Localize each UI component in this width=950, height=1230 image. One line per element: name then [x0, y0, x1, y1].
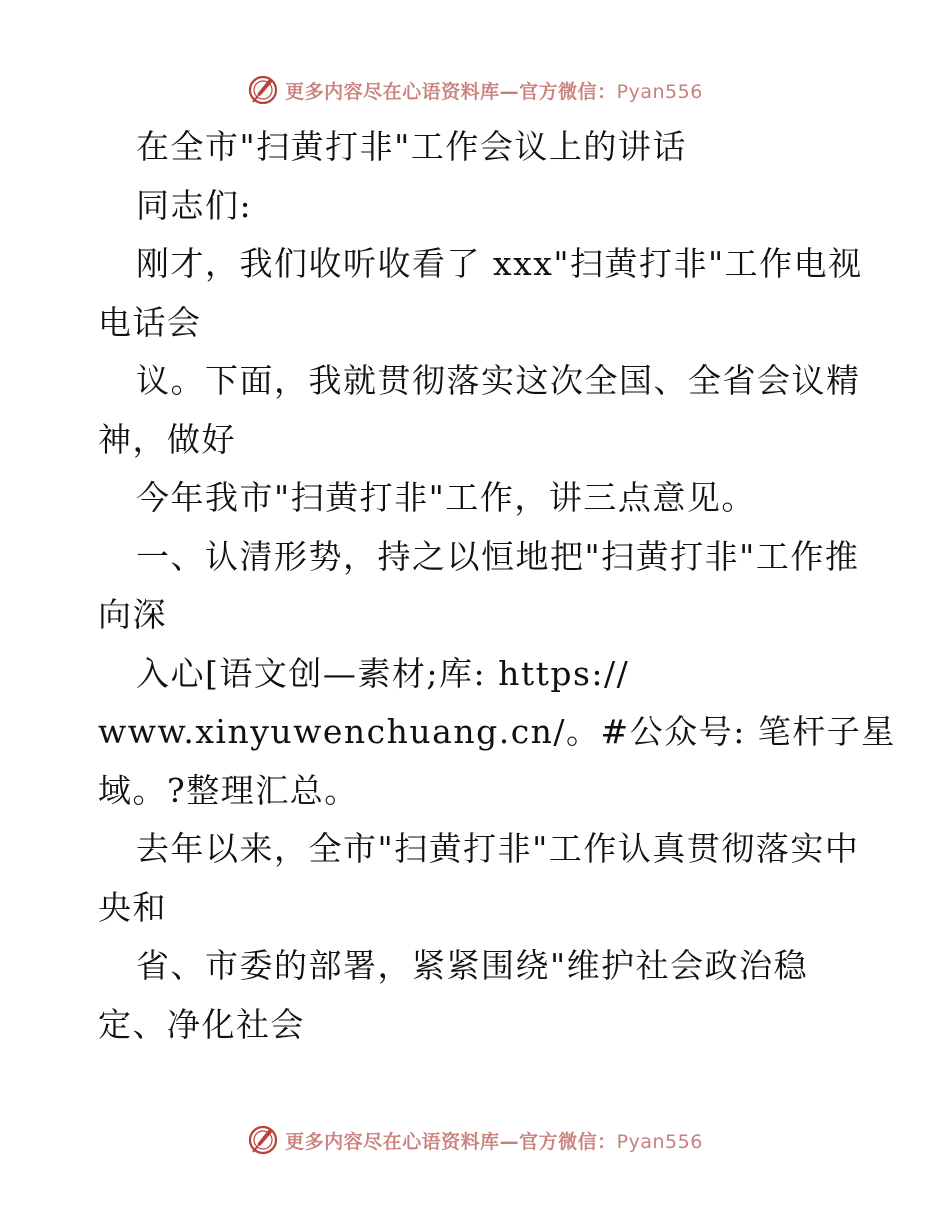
- text-line: 刚才，我们收听收看了 xxx"扫黄打非"工作电视: [136, 244, 863, 283]
- header-banner-text: 更多内容尽在心语资料库—官方微信：Pyan556: [285, 80, 703, 103]
- text-line: 定、净化社会: [98, 1004, 305, 1044]
- quill-pen-logo-icon: [247, 74, 279, 106]
- text-line: 入心[语文创—素材;库: https://: [136, 653, 630, 693]
- text-line: 同志们:: [136, 185, 253, 225]
- text-line: 域。?整理汇总。: [98, 770, 359, 810]
- text-line: 神，做好: [98, 419, 236, 459]
- header-banner: [0, 70, 950, 110]
- text-line: 议。下面，我就贯彻落实这次全国、全省会议精: [136, 361, 861, 400]
- text-line: www.xinyuwenchuang.cn/。#公众号: 笔杆子星: [98, 712, 896, 751]
- text-line: 去年以来，全市"扫黄打非"工作认真贯彻落实中: [136, 829, 860, 868]
- footer-banner-text: 更多内容尽在心语资料库—官方微信：Pyan556: [285, 1130, 703, 1153]
- text-line: 在全市"扫黄打非"工作会议上的讲话: [136, 127, 687, 166]
- quill-pen-logo-icon: [247, 1124, 279, 1156]
- text-line: 央和: [98, 887, 167, 927]
- text-line: 一、认清形势，持之以恒地把"扫黄打非"工作推: [136, 536, 860, 576]
- text-line: 今年我市"扫黄打非"工作，讲三点意见。: [136, 478, 756, 517]
- document-body: [98, 118, 896, 1054]
- text-line: 向深: [98, 595, 167, 634]
- footer-banner: [0, 1120, 950, 1160]
- text-line: 省、市委的部署，紧紧围绕"维护社会政治稳: [136, 946, 809, 985]
- text-line: 电话会: [98, 302, 202, 342]
